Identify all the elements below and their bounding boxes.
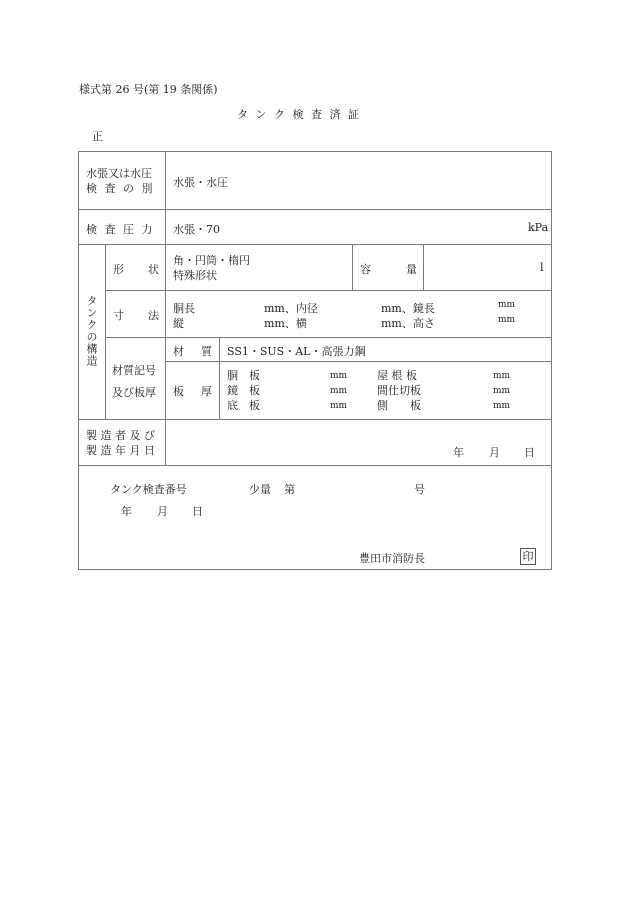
plate-name: 間仕切板 <box>377 384 421 397</box>
dim-length: 胴長 <box>173 302 195 315</box>
plate-names-right <box>377 368 421 413</box>
dim-height: mm、高さ <box>381 317 435 330</box>
test-pressure-label: 検 査 圧 力 <box>86 223 155 236</box>
row-divider <box>105 290 552 291</box>
unit: mm <box>330 371 348 381</box>
plate-name: 屋 根 板 <box>377 369 417 382</box>
plate-name: 鏡 板 <box>227 384 260 397</box>
copy-mark: 正 <box>92 130 103 143</box>
material-label-right: 質 <box>201 345 212 358</box>
column-divider <box>352 244 353 290</box>
dim-unit: mm <box>498 315 516 325</box>
document-title: タ ン ク 検 査 済 証 <box>237 108 361 121</box>
shape-special: 特殊形状 <box>173 269 217 282</box>
plate-names-left <box>227 368 260 413</box>
label-line: 検 査 の 別 <box>86 182 155 195</box>
row-divider <box>165 361 552 362</box>
column-divider <box>423 244 424 290</box>
manufacture-day: 日 <box>524 446 535 459</box>
shape-value[interactable] <box>173 253 250 283</box>
plate-units-right <box>493 369 510 414</box>
tank-structure-label: タンクの構造 <box>85 295 98 367</box>
issue-month: 月 <box>157 505 168 518</box>
dim-unit: mm <box>498 300 516 310</box>
material-value[interactable]: SS1・SUS・AL・高張力鋼 <box>227 345 366 358</box>
unit: mm <box>493 371 511 381</box>
manufacture-year: 年 <box>453 446 464 459</box>
row-divider <box>105 337 552 338</box>
seal-icon: 印 <box>520 548 536 565</box>
plate-name: 胴 板 <box>227 369 260 382</box>
number-suffix: 号 <box>414 483 425 496</box>
row-divider <box>78 465 552 466</box>
label-line: 水張又は水圧 <box>86 167 152 180</box>
label-line: 製 造 者 及 び <box>86 429 155 442</box>
capacity-label-left: 容 <box>360 263 371 276</box>
unit: mm <box>330 386 348 396</box>
material-label-left: 材 <box>173 345 184 358</box>
label-line: 製 造 年 月 日 <box>86 444 155 457</box>
dim-vertical: 縦 <box>173 317 184 330</box>
issue-day: 日 <box>192 505 203 518</box>
shape-options: 角・円筒・楕円 <box>173 254 250 267</box>
number-prefix: 第 <box>284 483 295 496</box>
manufacturer-label <box>86 428 155 458</box>
issue-year: 年 <box>121 505 132 518</box>
dimensions-label-right: 法 <box>148 309 159 322</box>
dim-head-length: mm、鏡長 <box>381 302 435 315</box>
manufacture-month: 月 <box>489 446 500 459</box>
test-type-label <box>86 166 155 196</box>
unit: mm <box>493 401 511 411</box>
column-divider <box>105 244 106 419</box>
pressure-unit: kPa <box>528 221 549 234</box>
test-type-value[interactable]: 水張・水圧 <box>173 176 228 189</box>
thickness-label-left: 板 <box>173 385 184 398</box>
unit: mm <box>493 386 511 396</box>
issuer-name: 豊田市消防長 <box>359 552 425 565</box>
test-pressure-value[interactable]: 水張・70 <box>173 223 220 236</box>
row-divider <box>78 244 552 245</box>
plate-units-left <box>330 369 347 414</box>
capacity-label-right: 量 <box>406 263 417 276</box>
plate-name: 底 板 <box>227 399 260 412</box>
small-quantity-label: 少量 <box>249 483 271 496</box>
row-divider <box>78 209 552 210</box>
dim-inner-diameter: mm、内径 <box>264 302 318 315</box>
shape-label-right: 状 <box>148 263 159 276</box>
unit: mm <box>330 401 348 411</box>
dim-horizontal: mm、横 <box>264 317 307 330</box>
plate-name: 側 板 <box>377 399 421 412</box>
label-line: 材質記号 <box>112 364 156 377</box>
column-divider <box>165 151 166 465</box>
form-number: 様式第 26 号(第 19 条関係) <box>79 83 218 96</box>
material-group-label <box>112 360 156 404</box>
shape-label-left: 形 <box>113 263 124 276</box>
label-line: 及び板厚 <box>112 386 156 399</box>
column-divider <box>219 337 220 419</box>
dimensions-label-left: 寸 <box>113 309 124 322</box>
capacity-unit: l <box>540 261 544 274</box>
thickness-label-right: 厚 <box>201 385 212 398</box>
inspection-number-label: タンク検査番号 <box>110 483 187 496</box>
row-divider <box>78 419 552 420</box>
